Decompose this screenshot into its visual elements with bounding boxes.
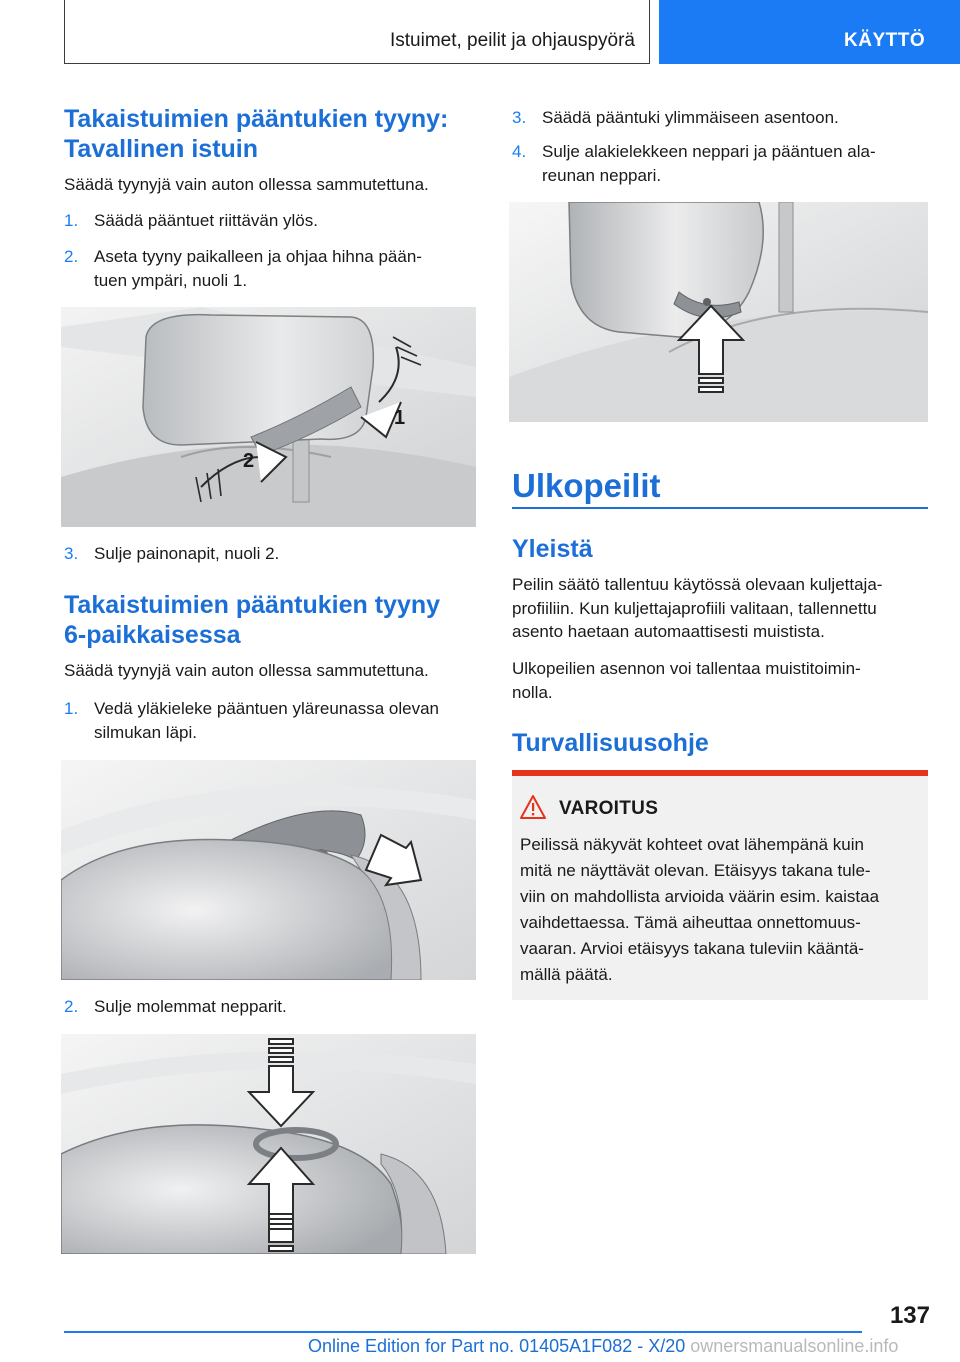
- figure-label-1: 1: [394, 407, 406, 429]
- section-heading-general: Yleistä: [512, 535, 593, 563]
- step-text: Säädä pääntuki ylimmäiseen asentoon.: [542, 108, 839, 127]
- text-line: viin on mahdollista arvioida väärin esim. kaistaa: [520, 887, 880, 906]
- footer-watermark: ownersmanualsonline.info: [690, 1336, 899, 1356]
- warning-text: [520, 832, 922, 988]
- section-heading-standard-seat: [64, 104, 448, 164]
- text-line: asento haetaan automaattisesti muistista.: [512, 622, 825, 641]
- intro-text: Säädä tyynyjä vain auton ollessa sammutettuna.: [64, 661, 429, 680]
- figure-headrest-snaps: [61, 1034, 476, 1254]
- step-text: Sulje molemmat nepparit.: [94, 997, 287, 1016]
- figure-label-2: 2: [243, 450, 255, 472]
- general-paragraph-2: [512, 657, 928, 704]
- step-item: [64, 697, 476, 744]
- heading-line: Takaistuimien pääntukien tyyny:: [64, 105, 449, 133]
- text-line: profiiliin. Kun kuljettajaprofiili valitaan, tallennettu: [512, 598, 877, 618]
- footer-rule: [64, 1331, 862, 1333]
- step-number: 1.: [64, 211, 79, 230]
- step-text: Vedä yläkieleke pääntuen yläreunassa olevan: [94, 699, 439, 718]
- step-text: Sulje painonapit, nuoli 2.: [94, 544, 280, 563]
- step-text: reunan neppari.: [542, 165, 662, 185]
- text-line: mällä päätä.: [520, 965, 613, 984]
- step-number: 3.: [512, 108, 527, 127]
- section-heading-safety: Turvallisuusohje: [512, 729, 709, 757]
- step-text: Aseta tyyny paikalleen ja ohjaa hihna pään-: [94, 247, 422, 266]
- heading-line: Tavallinen istuin: [64, 135, 259, 163]
- step-text: silmukan läpi.: [94, 722, 197, 742]
- step-item: [512, 106, 928, 130]
- text-line: mitä ne näyttävät olevan. Etäisyys takana tule-: [520, 861, 871, 880]
- header-chapter-title: KÄYTTÖ: [844, 30, 926, 51]
- header-section-title: Istuimet, peilit ja ohjauspyörä: [389, 30, 635, 51]
- text-line: Peilin säätö tallentuu käytössä olevaan kuljettaja-: [512, 575, 883, 594]
- step-item: [64, 995, 476, 1019]
- warning-box: [512, 770, 928, 1000]
- text-line: Ulkopeilien asennon voi tallentaa muistitoimin-: [512, 659, 861, 678]
- text-line: vaaran. Arvioi etäisyys takana tuleviin kääntä-: [520, 939, 864, 958]
- chapter-heading-exterior-mirrors: Ulkopeilit: [512, 467, 661, 504]
- step-item: [64, 209, 476, 233]
- heading-line: Takaistuimien pääntukien tyyny: [64, 591, 441, 619]
- figure-headrest-loop-tab: [61, 760, 476, 980]
- step-text: tuen ympäri, nuoli 1.: [94, 270, 248, 290]
- step-number: 4.: [512, 142, 527, 161]
- page-number: 137: [889, 1302, 930, 1329]
- step-text: Sulje alakielekkeen neppari ja pääntuen ala-: [542, 142, 876, 161]
- footer-edition-text: Online Edition for Part no. 01405A1F082 - X/20: [308, 1336, 686, 1356]
- step-number: 2.: [64, 997, 79, 1016]
- step-number: 1.: [64, 699, 79, 718]
- general-paragraph-1: [512, 573, 928, 644]
- step-item: [64, 542, 476, 566]
- header-chapter-tab: [659, 0, 960, 64]
- warning-triangle-icon: [520, 794, 546, 820]
- step-item: [512, 140, 928, 187]
- warning-label: VAROITUS: [559, 798, 659, 819]
- step-text: Säädä pääntuet riittävän ylös.: [94, 211, 318, 230]
- section-heading-six-seat: [64, 590, 440, 650]
- footer-edition: [308, 1336, 898, 1357]
- text-line: vaihdettaessa. Tämä aiheuttaa onnettomuus-: [520, 913, 861, 932]
- intro-text: Säädä tyynyjä vain auton ollessa sammutettuna.: [64, 175, 429, 194]
- figure-headrest-cushion-strap: [61, 307, 476, 527]
- header-section-tab: [64, 0, 650, 64]
- step-number: 3.: [64, 544, 79, 563]
- figure-headrest-lower-snap: [509, 202, 928, 422]
- heading-rule: [512, 507, 928, 509]
- step-item: [64, 245, 476, 292]
- text-line: Peilissä näkyvät kohteet ovat lähempänä kuin: [520, 835, 864, 854]
- heading-line: 6-paikkaisessa: [64, 621, 241, 649]
- step-number: 2.: [64, 247, 79, 266]
- text-line: nolla.: [512, 682, 553, 702]
